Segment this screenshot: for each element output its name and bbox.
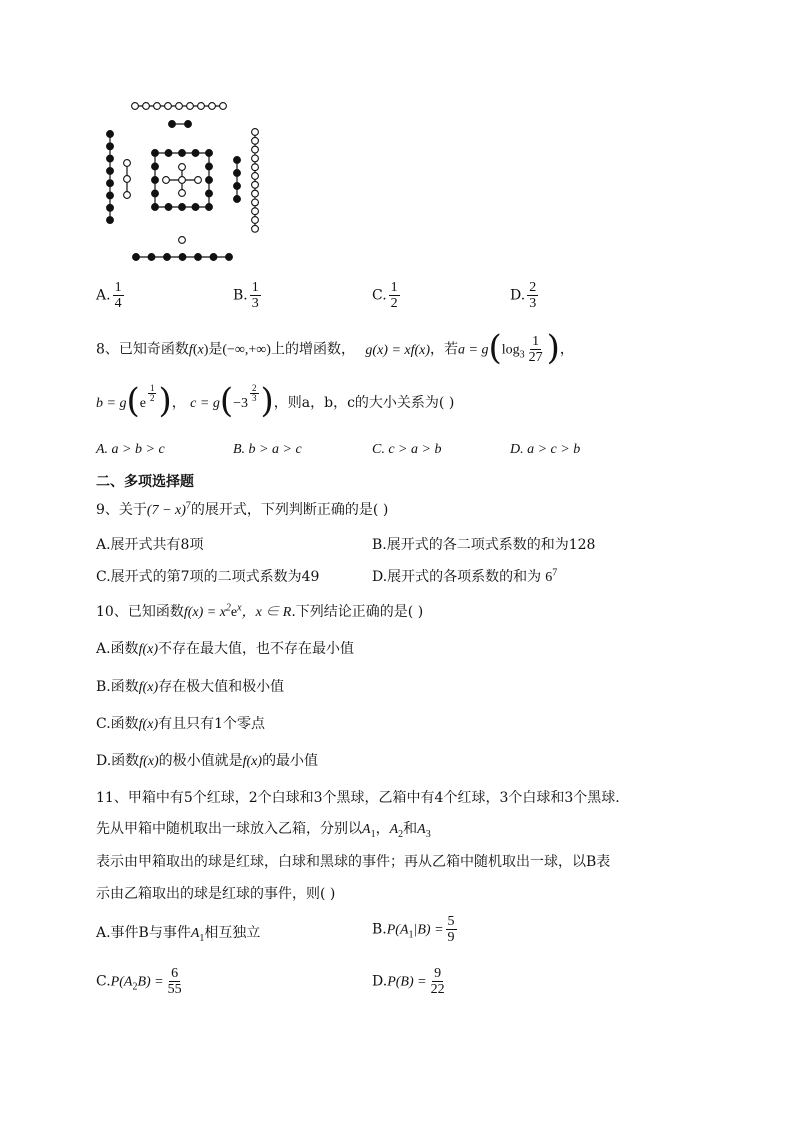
white-stone	[179, 177, 186, 184]
white-stone	[252, 208, 259, 215]
black-stone	[107, 131, 114, 138]
black-stone	[152, 150, 159, 157]
white-stone	[252, 129, 259, 136]
q9-option-b[interactable]: B.展开式的各二项式系数的和为128	[372, 537, 596, 553]
white-stone	[124, 192, 131, 199]
black-stone	[164, 254, 171, 261]
q8-option-c[interactable]: C. c > a > b	[372, 442, 442, 457]
q8-stem-line2: b = g(e $\frac{1}{2}$ )， c = g(−3 $\frac{2}{3}$ )，则a，b，c的大小关系为( )	[96, 381, 455, 421]
white-stone	[179, 164, 186, 171]
white-stone	[252, 199, 259, 206]
black-stone	[179, 204, 186, 211]
q10-option-b[interactable]: B.函数f(x)存在极大值和极小值	[96, 679, 285, 695]
black-stone	[206, 150, 213, 157]
black-stone	[234, 170, 241, 177]
q8-option-d[interactable]: D. a > c > b	[510, 442, 581, 457]
black-stone	[206, 163, 213, 170]
black-stone	[192, 150, 199, 157]
black-stone	[195, 254, 202, 261]
white-stone	[198, 103, 205, 110]
q8-stem-line1: 8、已知奇函数f(x)是(−∞,+∞)上的增函数， g(x) = xf(x)，若$a = g(\log_3$ $\frac{1}{27}$ )，	[96, 327, 574, 368]
q11-option-b[interactable]: $B.P(A_1|B)$ = $\frac{5}{9}$	[372, 914, 455, 945]
white-stone	[124, 160, 131, 167]
q7-option-d[interactable]: D. $\frac{2}{3}$	[510, 280, 537, 311]
black-stone	[107, 192, 114, 199]
white-stone	[252, 137, 259, 144]
black-stone	[148, 254, 155, 261]
white-stone	[252, 217, 259, 224]
black-stone	[234, 157, 241, 164]
q11-stem-line2: 先从甲箱中随机取出一球放入乙箱，分别以$A_1$，$A_2$和$A_3$	[96, 821, 431, 840]
white-stone	[187, 103, 194, 110]
white-stone	[209, 103, 216, 110]
black-stone	[179, 254, 186, 261]
white-stone	[252, 173, 259, 180]
black-stone	[107, 168, 114, 175]
black-stone	[165, 150, 172, 157]
black-stone	[107, 155, 114, 162]
black-stone	[192, 204, 199, 211]
q9-option-a[interactable]: A.展开式共有8项	[96, 537, 204, 553]
black-stone	[179, 150, 186, 157]
white-stone	[220, 103, 227, 110]
black-stone	[185, 121, 192, 128]
q11-stem-line1: 11、甲箱中有5个红球，2个白球和3个黑球，乙箱中有4个红球，3个白球和3个黑球.	[96, 790, 620, 806]
q10-option-d[interactable]: D.函数f(x)的极小值就是f(x)的最小值	[96, 753, 319, 769]
q7-option-a[interactable]: A. $\frac{1}{4}$	[96, 280, 122, 311]
white-stone	[163, 177, 170, 184]
black-stone	[152, 163, 159, 170]
black-stone	[107, 143, 114, 150]
black-stone	[206, 177, 213, 184]
white-stone	[132, 103, 139, 110]
q11-option-d[interactable]: D.P(B) = $\frac{9}{22}$	[372, 966, 445, 997]
q10-option-a[interactable]: A.函数f(x)不存在最大值，也不存在最小值	[96, 641, 354, 657]
q10-option-c[interactable]: C.函数f(x)有且只有1个零点	[96, 716, 266, 732]
black-stone	[169, 121, 176, 128]
black-stone	[152, 190, 159, 197]
white-stone	[179, 190, 186, 197]
q10-stem: 10、已知函数$f(x) = x^2e^x$，x ∈ R.下列结论正确的是( )	[96, 602, 424, 620]
q9-option-d[interactable]: D.展开式的各项系数的和为 $6^7$	[372, 567, 558, 585]
section-heading-multi-choice: 二、多项选择题	[96, 474, 194, 490]
white-stone	[195, 177, 202, 184]
black-stone	[152, 204, 159, 211]
black-stone	[206, 204, 213, 211]
white-stone	[124, 176, 131, 183]
white-stone	[252, 155, 259, 162]
q7-option-c[interactable]: C. $\frac{1}{2}$	[372, 280, 398, 311]
white-stone	[179, 237, 186, 244]
black-stone	[210, 254, 217, 261]
black-stone	[107, 180, 114, 187]
black-stone	[165, 204, 172, 211]
q11-option-a[interactable]: A.事件B与事件$A_1$相互独立	[96, 925, 261, 944]
black-stone	[206, 190, 213, 197]
q7-option-b[interactable]: B. $\frac{1}{3}$	[233, 280, 259, 311]
black-stone	[107, 217, 114, 224]
q8-option-b[interactable]: B. b > a > c	[233, 442, 302, 457]
q8-option-a[interactable]: A. a > b > c	[96, 442, 165, 457]
white-stone	[252, 190, 259, 197]
white-stone	[252, 146, 259, 153]
q11-option-c[interactable]: $C.P(A_2B)$ = $\frac{6}{55}$	[96, 966, 182, 997]
white-stone	[176, 103, 183, 110]
white-stone	[252, 225, 259, 232]
q11-stem-line3: 表示由甲箱取出的球是红球，白球和黑球的事件；再从乙箱中随机取出一球，以B表	[96, 854, 611, 870]
white-stone	[143, 103, 150, 110]
q9-option-c[interactable]: C.展开式的第7项的二项式系数为49	[96, 569, 320, 585]
white-stone	[154, 103, 161, 110]
black-stone	[133, 254, 140, 261]
white-stone	[165, 103, 172, 110]
q9-stem: 9、关于$(7 - x)^7$的展开式，下列判断正确的是( )	[96, 500, 389, 518]
black-stone	[234, 183, 241, 190]
white-stone	[252, 164, 259, 171]
q11-stem-line4: 示由乙箱取出的球是红球的事件，则( )	[96, 886, 336, 902]
black-stone	[107, 204, 114, 211]
black-stone	[226, 254, 233, 261]
black-stone	[152, 177, 159, 184]
white-stone	[252, 181, 259, 188]
black-stone	[234, 196, 241, 203]
